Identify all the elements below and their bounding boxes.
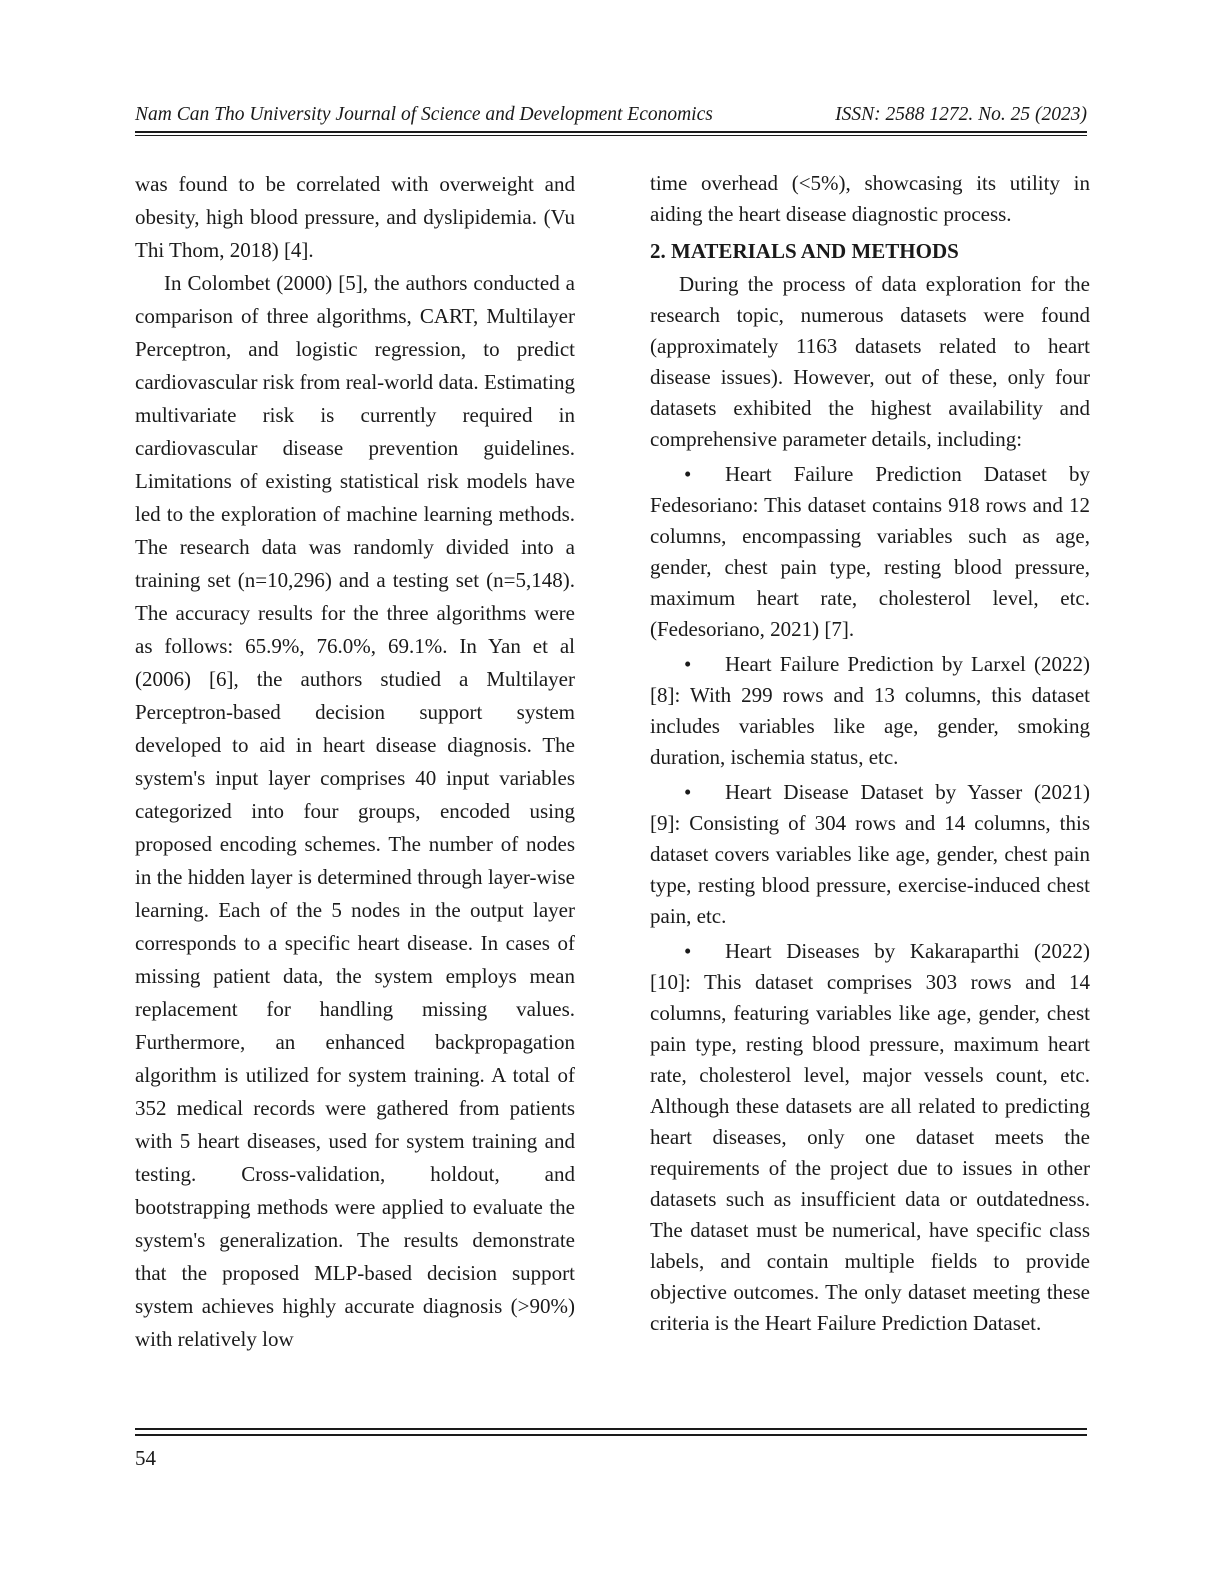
page-number: 54 [135,1446,156,1470]
header-rule-thin [135,135,1087,136]
bullet-icon: • [684,652,692,676]
left-column [135,168,575,1356]
right-column [650,168,1090,1339]
running-header [135,101,1087,129]
footer-rule-bottom [135,1434,1087,1436]
header-rule-thick [135,131,1087,133]
right-paragraph-2: During the process of data exploration for the research topic, numerous datasets were found (approximately 1163 datasets related to heart disease issues). However, out of these, only four datasets exhibited the highest availability and comprehensive parameter details, including: [650,272,1090,451]
bullet-icon: • [684,462,692,486]
journal-title: Nam Can Tho University Journal of Science and Development Economics [135,104,713,125]
list-item-text: Heart Failure Prediction Dataset by Fedesoriano: This dataset contains 918 rows and 12 columns, encompassing variables such as age, gender, chest pain type, resting blood pressure, maximum heart rate, cholesterol level, etc. (Fedesoriano, 2021) [7]. [650,462,1090,641]
bullet-icon: • [684,939,692,963]
list-item [650,936,1090,1339]
issn-issue: ISSN: 2588 1272. No. 25 (2023) [835,104,1087,125]
list-item-text: Heart Disease Dataset by Yasser (2021) [9]: Consisting of 304 rows and 14 columns, this dataset covers variables like age, gender, chest pain type, resting blood pressure, exercise-induced chest pain, etc. [650,780,1090,928]
list-item-text: Heart Diseases by Kakaraparthi (2022) [10]: This dataset comprises 303 rows and 14 columns, featuring variables like age, gender, chest pain type, resting blood pressure, maximum heart rate, cholesterol level, major vessels count, etc. Although these datasets are all related to predicting heart diseases, only one dataset meets the requirements of the project due to issues in other datasets such as insufficient data or outdatedness. The dataset must be numerical, have specific class labels, and contain multiple fields to provide objective outcomes. The only dataset meeting these criteria is the Heart Failure Prediction Dataset. [650,939,1090,1335]
bullet-icon: • [684,780,692,804]
right-paragraph-1: time overhead (<5%), showcasing its utility in aiding the heart disease diagnostic process. [650,171,1090,226]
left-paragraph-2: In Colombet (2000) [5], the authors conducted a comparison of three algorithms, CART, Multilayer Perceptron, and logistic regression, to predict cardiovascular risk from real-world data. Estimating multivariate risk is currently required in cardiovascular disease prevention guidelines. Limitations of existing statistical risk models have led to the exploration of machine learning methods. The research data was randomly divided into a training set (n=10,296) and a testing set (n=5,148). The accuracy results for the three algorithms were as follows: 65.9%, 76.0%, 69.1%. In Yan et al (2006) [6], the authors studied a Multilayer Perceptron-based decision support system developed to aid in heart disease diagnosis. The system's input layer comprises 40 input variables categorized into four groups, encoded using proposed encoding schemes. The number of nodes in the hidden layer is determined through layer-wise learning. Each of the 5 nodes in the output layer corresponds to a specific heart disease. In cases of missing patient data, the system employs mean replacement for handling missing values. Furthermore, an enhanced backpropagation algorithm is utilized for system training. A total of 352 medical records were gathered from patients with 5 heart diseases, used for system training and testing. Cross-validation, holdout, and bootstrapping methods were applied to evaluate the system's generalization. The results demonstrate that the proposed MLP-based decision support system achieves highly accurate diagnosis (>90%) with relatively low [135,271,575,1351]
footer-rule-top [135,1428,1087,1430]
section-heading: 2. MATERIALS AND METHODS [650,239,959,263]
list-item [650,459,1090,645]
list-item-text: Heart Failure Prediction by Larxel (2022) [8]: With 299 rows and 13 columns, this dataset includes variables like age, gender, smoking duration, ischemia status, etc. [650,652,1090,769]
list-item [650,777,1090,932]
left-paragraph-1: was found to be correlated with overweight and obesity, high blood pressure, and dyslipidemia. (Vu Thi Thom, 2018) [4]. [135,172,575,262]
list-item [650,649,1090,773]
